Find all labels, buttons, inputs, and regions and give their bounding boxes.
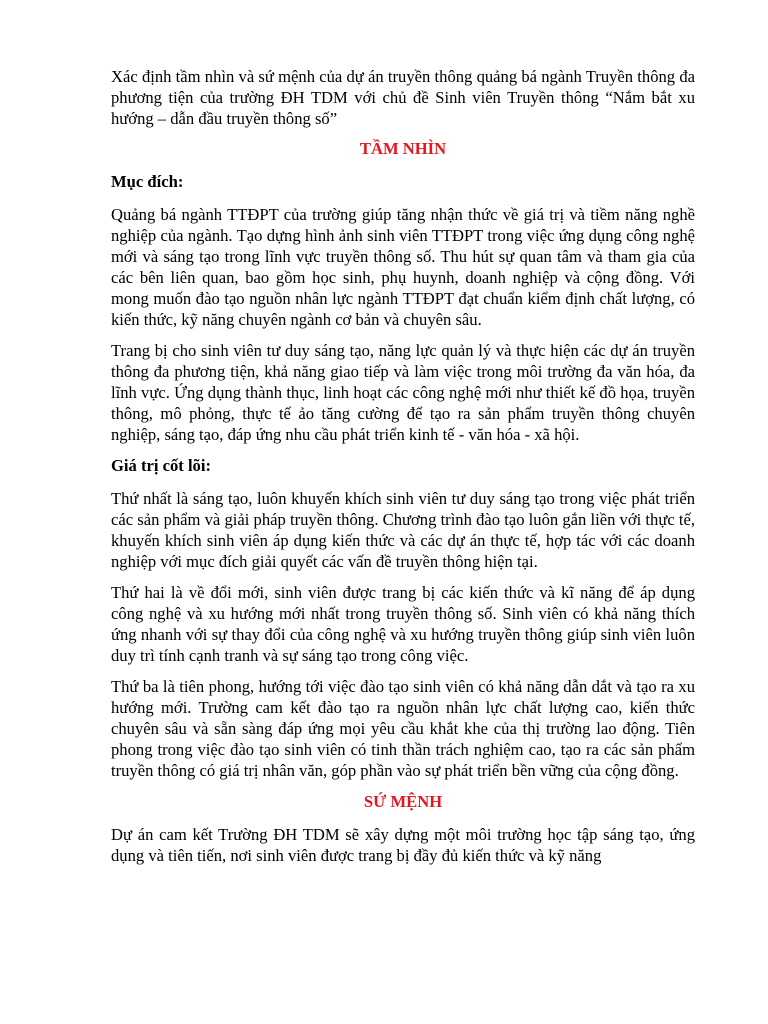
core-values-label: Giá trị cốt lõi: (111, 456, 211, 475)
core-value-paragraph-3: Thứ ba là tiên phong, hướng tới việc đào tạo sinh viên có khả năng dẫn dắt và tạo ra xu hướng mới. Trường cam kết đào tạo ra nguồn nhân lực chất lượng cao, kiến thức chuyên sâu và sẵn sàng đáp ứng mọi yêu cầu khắt khe của thị trường lao động. Tiên phong trong việc đào tạo sinh viên có tinh thần trách nghiệm cao, tạo ra các sản phẩm truyền thông có giá trị nhân văn, góp phần vào sự phát triển bền vững của cộng đồng. (111, 677, 695, 780)
vision-heading: TẦM NHÌN (359, 139, 447, 158)
core-value-paragraph-1: Thứ nhất là sáng tạo, luôn khuyến khích sinh viên tư duy sáng tạo trong việc phát triển các sản phẩm và giải pháp truyền thông. Chương trình đào tạo luôn gắn liền với thực tế, khuyến khích sinh viên áp dụng kiến thức và các dự án thực tế, hợp tác với các doanh nghiệp với mục đích giải quyết các vấn đề truyền thông hiện tại. (111, 489, 695, 571)
document-page (111, 66, 695, 876)
purpose-paragraph-2: Trang bị cho sinh viên tư duy sáng tạo, năng lực quản lý và thực hiện các dự án truyền thông đa phương tiện, khả năng giao tiếp và làm việc trong môi trường đa văn hóa, đa lĩnh vực. Ứng dụng thành thục, linh hoạt các công nghệ mới như thiết kế đồ họa, truyền thông, mô phỏng, thực tế ảo tăng cường để tạo ra sản phẩm truyền thông chuyên nghiệp, sáng tạo, đáp ứng nhu cầu phát triển kinh tế - văn hóa - xã hội. (111, 341, 695, 444)
purpose-label: Mục đích: (111, 172, 184, 191)
core-value-paragraph-2: Thứ hai là về đổi mới, sinh viên được trang bị các kiến thức và kĩ năng để áp dụng công nghệ và xu hướng mới nhất trong truyền thông số. Sinh viên có khả năng thích ứng nhanh với sự thay đổi của công nghệ và xu hướng truyền thông giúp sinh viên luôn duy trì tính cạnh tranh và sự sáng tạo trong công việc. (111, 583, 695, 665)
mission-paragraph: Dự án cam kết Trường ĐH TDM sẽ xây dựng một môi trường học tập sáng tạo, ứng dụng và tiên tiến, nơi sinh viên được trang bị đầy đủ kiến thức và kỹ năng (111, 825, 695, 865)
intro-paragraph: Xác định tầm nhìn và sứ mệnh của dự án truyền thông quảng bá ngành Truyền thông đa phương tiện của trường ĐH TDM với chủ đề Sinh viên Truyền thông “Nắm bắt xu hướng – dẫn đầu truyền thông số” (111, 67, 695, 128)
purpose-paragraph-1: Quảng bá ngành TTĐPT của trường giúp tăng nhận thức về giá trị và tiềm năng nghề nghiệp của ngành. Tạo dựng hình ảnh sinh viên TTĐPT trong việc ứng dụng công nghệ mới và sáng tạo trong lĩnh vực truyền thông số. Thu hút sự quan tâm và tham gia của các bên liên quan, bao gồm học sinh, phụ huynh, doanh nghiệp và cộng đồng. Với mong muốn đào tạo nguồn nhân lực ngành TTĐPT đạt chuẩn kiểm định chất lượng, có kiến thức, kỹ năng chuyên ngành cơ bản và chuyên sâu. (111, 205, 695, 329)
mission-heading: SỨ MỆNH (363, 792, 443, 811)
